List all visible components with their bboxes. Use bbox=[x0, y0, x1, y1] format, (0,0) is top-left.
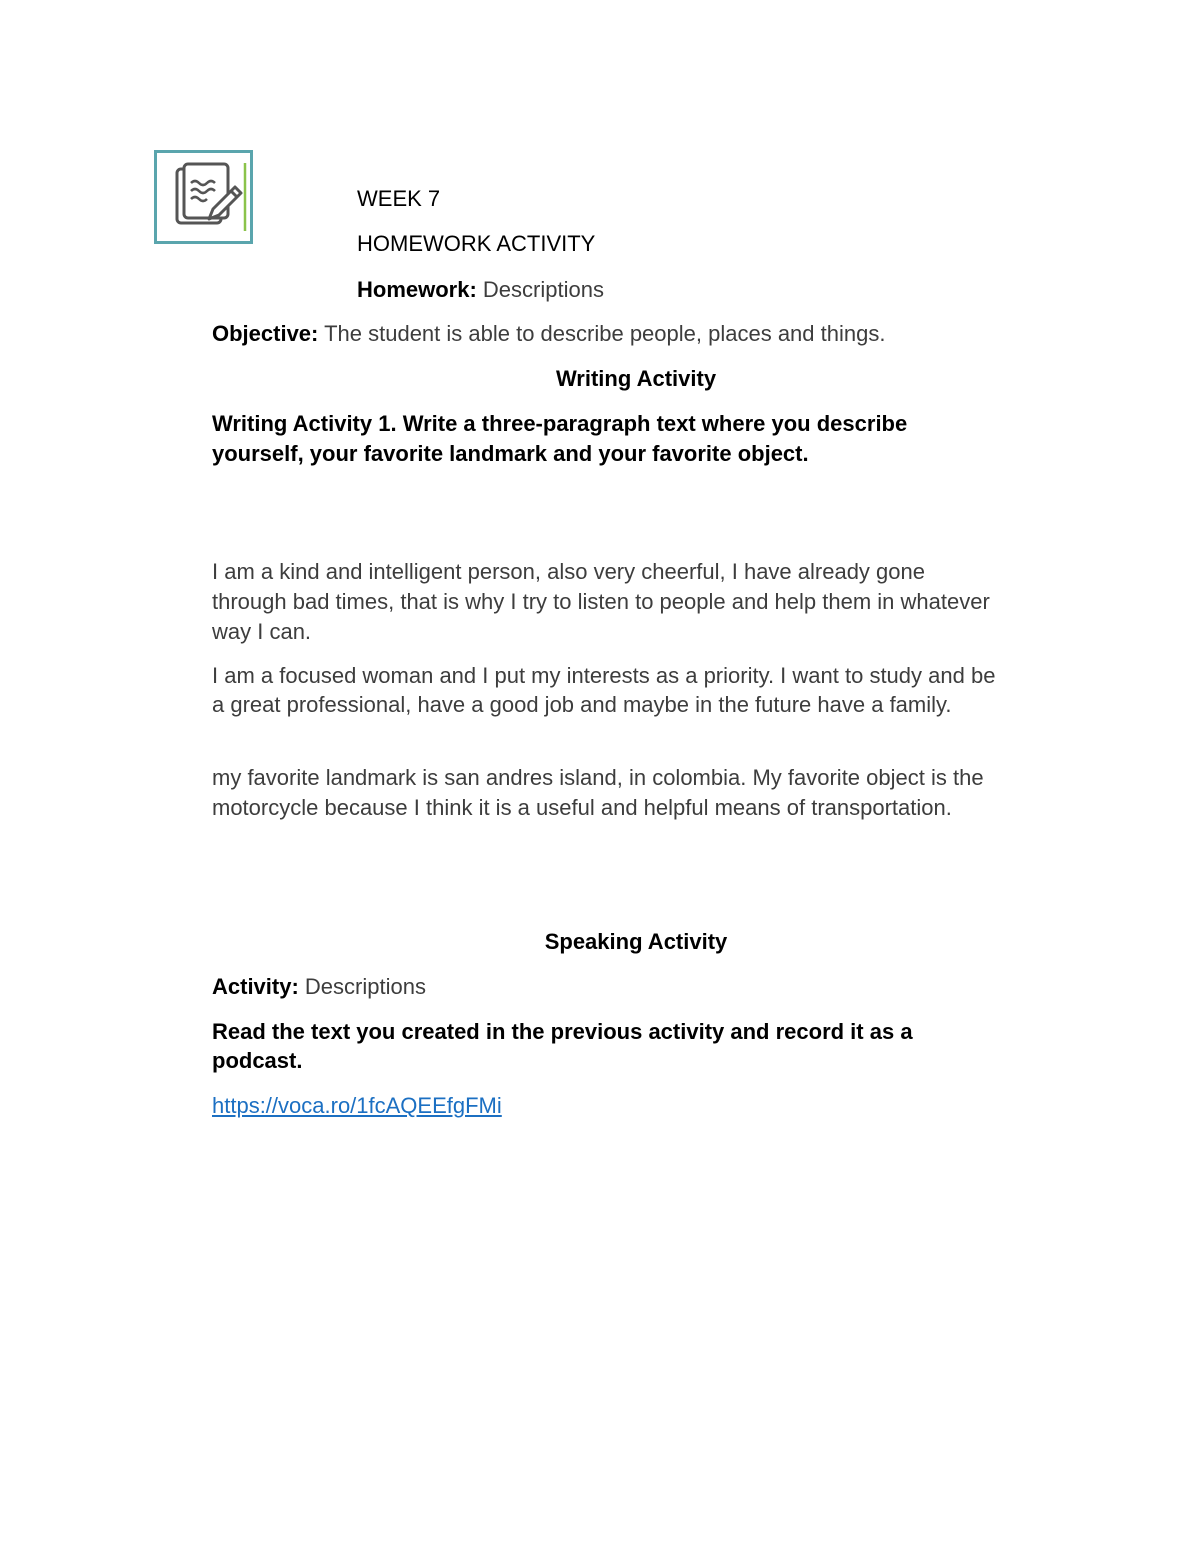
paragraph-3-line-2: motorcycle because I think it is a useful and helpful means of transportation. bbox=[212, 795, 952, 820]
paragraph-1-line-2: through bad times, that is why I try to listen to people and help them in whatever bbox=[212, 589, 990, 614]
week-label: WEEK 7 bbox=[357, 186, 441, 211]
speaking-activity-heading: Speaking Activity bbox=[544, 929, 728, 954]
writing-activity-heading: Writing Activity bbox=[555, 366, 717, 391]
paragraph-2-line-1: I am a focused woman and I put my interests as a priority. I want to study and be bbox=[212, 663, 996, 688]
activity-type-label: HOMEWORK ACTIVITY bbox=[357, 231, 596, 256]
homework-value: Descriptions bbox=[476, 277, 604, 302]
speaking-activity-value: Descriptions bbox=[298, 974, 426, 999]
paragraph-1-line-3: way I can. bbox=[212, 619, 312, 644]
homework-label: Homework: bbox=[357, 277, 477, 302]
podcast-link-container bbox=[212, 1093, 502, 1119]
paragraph-3-line-1: my favorite landmark is san andres island, in colombia. My favorite object is the bbox=[212, 765, 984, 790]
objective-line bbox=[212, 321, 885, 347]
podcast-link[interactable]: https://voca.ro/1fcAQEEfgFMi bbox=[212, 1093, 502, 1118]
objective-text: The student is able to describe people, places and things. bbox=[318, 321, 886, 346]
paragraph-2-line-2: a great professional, have a good job and maybe in the future have a family. bbox=[212, 692, 952, 717]
notebook-pencil-icon bbox=[157, 153, 250, 241]
objective-label: Objective: bbox=[212, 321, 319, 346]
speaking-instruction-line-2: podcast. bbox=[212, 1048, 303, 1073]
speaking-activity-label: Activity: bbox=[212, 974, 299, 999]
homework-line bbox=[357, 277, 604, 303]
writing-prompt-line-1: Writing Activity 1. Write a three-paragraph text where you describe bbox=[212, 411, 908, 436]
speaking-instruction-line-1: Read the text you created in the previous activity and record it as a bbox=[212, 1019, 913, 1044]
homework-logo bbox=[154, 150, 253, 244]
paragraph-1-line-1: I am a kind and intelligent person, also very cheerful, I have already gone bbox=[212, 559, 925, 584]
writing-prompt-line-2: yourself, your favorite landmark and your favorite object. bbox=[212, 441, 809, 466]
speaking-activity-line bbox=[212, 974, 426, 1000]
